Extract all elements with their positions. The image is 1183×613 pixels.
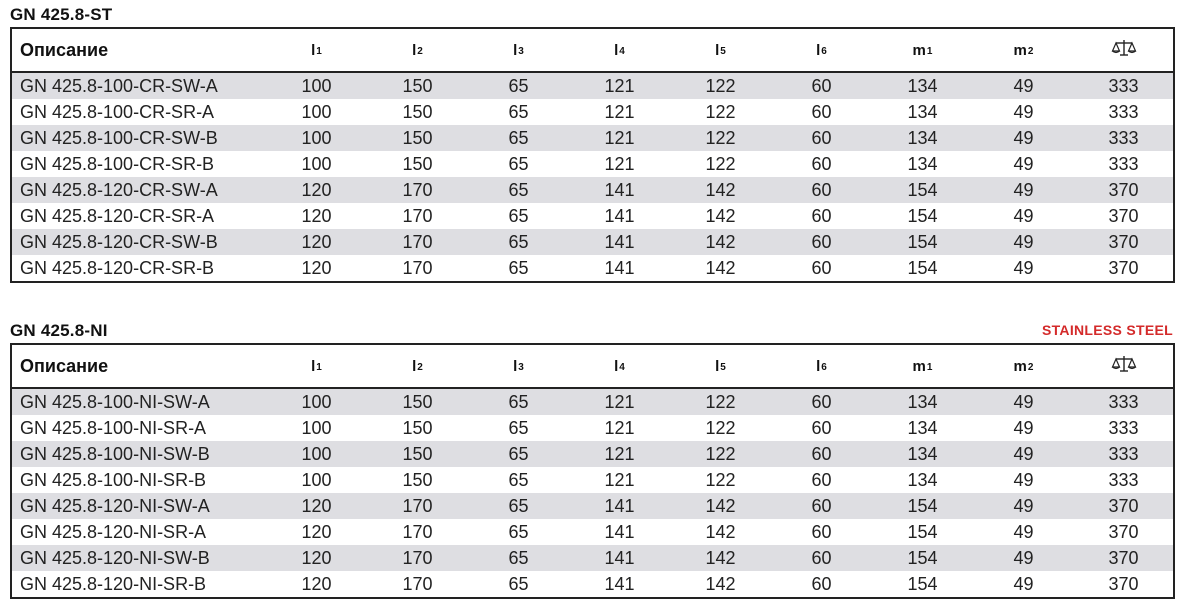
cell-m1: 154: [872, 229, 973, 255]
cell-l1: 120: [266, 255, 367, 282]
header-l1: l1: [266, 28, 367, 72]
header-l2: l2: [367, 28, 468, 72]
header-m2: m2: [973, 28, 1074, 72]
cell-l4: 121: [569, 151, 670, 177]
section-tag-stainless-steel: STAINLESS STEEL: [1041, 322, 1173, 338]
cell-l5: 142: [670, 571, 771, 598]
cell-m1: 154: [872, 545, 973, 571]
table-row: [11, 125, 1174, 151]
cell-m2: 49: [973, 467, 1074, 493]
cell-l2: 170: [367, 203, 468, 229]
cell-m1: 134: [872, 415, 973, 441]
cell-l3: 65: [468, 255, 569, 282]
cell-l3: 65: [468, 151, 569, 177]
cell-l5: 122: [670, 125, 771, 151]
cell-l4: 121: [569, 72, 670, 99]
cell-weight: 370: [1074, 571, 1174, 598]
table-header-row: [11, 344, 1174, 388]
cell-m2: 49: [973, 125, 1074, 151]
cell-description: GN 425.8-120-CR-SR-B: [11, 255, 266, 282]
cell-l5: 122: [670, 467, 771, 493]
cell-l6: 60: [771, 519, 872, 545]
cell-l4: 121: [569, 125, 670, 151]
cell-l5: 142: [670, 519, 771, 545]
section-gn-425-8-st: [10, 0, 1173, 283]
cell-l2: 170: [367, 519, 468, 545]
cell-m1: 134: [872, 441, 973, 467]
cell-l1: 100: [266, 467, 367, 493]
cell-l6: 60: [771, 493, 872, 519]
cell-l2: 170: [367, 493, 468, 519]
cell-l3: 65: [468, 415, 569, 441]
cell-l3: 65: [468, 519, 569, 545]
cell-l1: 100: [266, 72, 367, 99]
cell-l2: 150: [367, 415, 468, 441]
cell-m1: 154: [872, 571, 973, 598]
cell-m1: 154: [872, 519, 973, 545]
cell-l6: 60: [771, 72, 872, 99]
cell-l3: 65: [468, 203, 569, 229]
cell-l4: 141: [569, 519, 670, 545]
cell-m2: 49: [973, 545, 1074, 571]
cell-m1: 154: [872, 255, 973, 282]
cell-m2: 49: [973, 255, 1074, 282]
header-weight: [1074, 344, 1174, 388]
cell-l4: 121: [569, 441, 670, 467]
cell-l4: 121: [569, 99, 670, 125]
cell-weight: 370: [1074, 203, 1174, 229]
cell-l2: 170: [367, 545, 468, 571]
cell-m2: 49: [973, 388, 1074, 415]
cell-l6: 60: [771, 229, 872, 255]
cell-m2: 49: [973, 203, 1074, 229]
header-l6: l6: [771, 344, 872, 388]
cell-m2: 49: [973, 571, 1074, 598]
cell-l3: 65: [468, 72, 569, 99]
cell-description: GN 425.8-120-CR-SW-A: [11, 177, 266, 203]
header-m1: m1: [872, 28, 973, 72]
cell-l5: 122: [670, 441, 771, 467]
cell-l1: 120: [266, 545, 367, 571]
cell-l3: 65: [468, 571, 569, 598]
cell-l1: 120: [266, 493, 367, 519]
header-l6: l6: [771, 28, 872, 72]
cell-l2: 150: [367, 125, 468, 151]
header-l2: l2: [367, 344, 468, 388]
cell-l5: 122: [670, 72, 771, 99]
cell-description: GN 425.8-100-CR-SR-B: [11, 151, 266, 177]
cell-l2: 150: [367, 467, 468, 493]
scale-icon: [1111, 354, 1137, 378]
cell-m1: 134: [872, 151, 973, 177]
cell-l4: 141: [569, 545, 670, 571]
cell-l2: 170: [367, 255, 468, 282]
cell-m2: 49: [973, 177, 1074, 203]
cell-l6: 60: [771, 571, 872, 598]
cell-l3: 65: [468, 545, 569, 571]
cell-l3: 65: [468, 467, 569, 493]
table-row: [11, 571, 1174, 598]
cell-description: GN 425.8-100-NI-SR-A: [11, 415, 266, 441]
cell-l5: 142: [670, 493, 771, 519]
table-header-row: [11, 28, 1174, 72]
header-l3: l3: [468, 344, 569, 388]
cell-m2: 49: [973, 151, 1074, 177]
cell-description: GN 425.8-100-CR-SW-B: [11, 125, 266, 151]
table-row: [11, 415, 1174, 441]
cell-weight: 333: [1074, 99, 1174, 125]
cell-weight: 333: [1074, 441, 1174, 467]
cell-l2: 170: [367, 571, 468, 598]
table-row: [11, 255, 1174, 282]
cell-l2: 150: [367, 72, 468, 99]
cell-l3: 65: [468, 229, 569, 255]
cell-m1: 134: [872, 467, 973, 493]
cell-l2: 170: [367, 177, 468, 203]
cell-l6: 60: [771, 125, 872, 151]
table-row: [11, 467, 1174, 493]
cell-m2: 49: [973, 229, 1074, 255]
header-l4: l4: [569, 28, 670, 72]
cell-l6: 60: [771, 99, 872, 125]
cell-l1: 120: [266, 177, 367, 203]
table-row: [11, 99, 1174, 125]
cell-l4: 141: [569, 177, 670, 203]
cell-m1: 134: [872, 125, 973, 151]
cell-description: GN 425.8-100-NI-SR-B: [11, 467, 266, 493]
cell-l6: 60: [771, 388, 872, 415]
cell-l2: 150: [367, 441, 468, 467]
header-description: Описание: [11, 28, 266, 72]
cell-weight: 333: [1074, 415, 1174, 441]
cell-l2: 150: [367, 388, 468, 415]
cell-m2: 49: [973, 493, 1074, 519]
section-gn-425-8-ni: [10, 316, 1173, 599]
cell-l1: 120: [266, 203, 367, 229]
cell-l5: 142: [670, 177, 771, 203]
table-row: [11, 545, 1174, 571]
table-row: [11, 229, 1174, 255]
cell-description: GN 425.8-120-NI-SW-A: [11, 493, 266, 519]
cell-l1: 100: [266, 125, 367, 151]
cell-weight: 333: [1074, 467, 1174, 493]
header-weight: [1074, 28, 1174, 72]
table-row: [11, 441, 1174, 467]
cell-l6: 60: [771, 545, 872, 571]
cell-description: GN 425.8-100-NI-SW-A: [11, 388, 266, 415]
cell-weight: 333: [1074, 125, 1174, 151]
header-l5: l5: [670, 28, 771, 72]
section-title: GN 425.8-NI: [10, 321, 108, 340]
table-row: [11, 177, 1174, 203]
cell-l2: 150: [367, 151, 468, 177]
cell-l3: 65: [468, 99, 569, 125]
cell-weight: 370: [1074, 229, 1174, 255]
cell-l4: 141: [569, 571, 670, 598]
cell-description: GN 425.8-120-NI-SR-B: [11, 571, 266, 598]
section-header: [10, 0, 1173, 27]
cell-l3: 65: [468, 493, 569, 519]
cell-m2: 49: [973, 99, 1074, 125]
cell-l1: 120: [266, 229, 367, 255]
header-l4: l4: [569, 344, 670, 388]
cell-m2: 49: [973, 441, 1074, 467]
cell-weight: 333: [1074, 151, 1174, 177]
cell-l1: 100: [266, 388, 367, 415]
cell-weight: 370: [1074, 177, 1174, 203]
cell-weight: 370: [1074, 545, 1174, 571]
cell-l4: 121: [569, 388, 670, 415]
cell-weight: 370: [1074, 519, 1174, 545]
table-row: [11, 203, 1174, 229]
cell-l5: 122: [670, 151, 771, 177]
cell-description: GN 425.8-100-CR-SR-A: [11, 99, 266, 125]
cell-l6: 60: [771, 441, 872, 467]
cell-l5: 142: [670, 229, 771, 255]
cell-description: GN 425.8-100-CR-SW-A: [11, 72, 266, 99]
table-row: [11, 72, 1174, 99]
cell-l5: 122: [670, 99, 771, 125]
spec-table: [10, 27, 1175, 283]
cell-l2: 150: [367, 99, 468, 125]
table-row: [11, 493, 1174, 519]
cell-description: GN 425.8-120-NI-SW-B: [11, 545, 266, 571]
cell-weight: 333: [1074, 388, 1174, 415]
header-m2: m2: [973, 344, 1074, 388]
cell-m1: 154: [872, 177, 973, 203]
cell-l2: 170: [367, 229, 468, 255]
cell-m1: 134: [872, 388, 973, 415]
cell-l6: 60: [771, 177, 872, 203]
cell-l5: 122: [670, 388, 771, 415]
cell-l3: 65: [468, 177, 569, 203]
header-l1: l1: [266, 344, 367, 388]
section-title: GN 425.8-ST: [10, 5, 113, 24]
cell-m1: 134: [872, 99, 973, 125]
table-row: [11, 151, 1174, 177]
cell-l6: 60: [771, 255, 872, 282]
cell-l1: 100: [266, 415, 367, 441]
cell-weight: 333: [1074, 72, 1174, 99]
header-l5: l5: [670, 344, 771, 388]
cell-m1: 154: [872, 493, 973, 519]
cell-l5: 122: [670, 415, 771, 441]
cell-l5: 142: [670, 255, 771, 282]
section-header: [10, 316, 1173, 343]
cell-l4: 141: [569, 493, 670, 519]
cell-m1: 134: [872, 72, 973, 99]
cell-l1: 120: [266, 519, 367, 545]
cell-l3: 65: [468, 441, 569, 467]
cell-l6: 60: [771, 151, 872, 177]
cell-description: GN 425.8-100-NI-SW-B: [11, 441, 266, 467]
cell-l3: 65: [468, 388, 569, 415]
scale-icon: [1111, 38, 1137, 62]
cell-l5: 142: [670, 203, 771, 229]
header-description: Описание: [11, 344, 266, 388]
cell-m1: 154: [872, 203, 973, 229]
header-l3: l3: [468, 28, 569, 72]
header-m1: m1: [872, 344, 973, 388]
table-row: [11, 388, 1174, 415]
cell-description: GN 425.8-120-CR-SW-B: [11, 229, 266, 255]
cell-l3: 65: [468, 125, 569, 151]
cell-m2: 49: [973, 72, 1074, 99]
cell-description: GN 425.8-120-CR-SR-A: [11, 203, 266, 229]
cell-description: GN 425.8-120-NI-SR-A: [11, 519, 266, 545]
cell-weight: 370: [1074, 493, 1174, 519]
cell-l4: 141: [569, 203, 670, 229]
cell-l4: 141: [569, 255, 670, 282]
cell-l4: 121: [569, 467, 670, 493]
cell-l6: 60: [771, 203, 872, 229]
cell-m2: 49: [973, 519, 1074, 545]
cell-l4: 121: [569, 415, 670, 441]
cell-l4: 141: [569, 229, 670, 255]
cell-m2: 49: [973, 415, 1074, 441]
cell-l1: 100: [266, 99, 367, 125]
cell-l6: 60: [771, 415, 872, 441]
cell-l6: 60: [771, 467, 872, 493]
cell-l1: 100: [266, 441, 367, 467]
spec-table: [10, 343, 1175, 599]
table-row: [11, 519, 1174, 545]
cell-l1: 100: [266, 151, 367, 177]
cell-l5: 142: [670, 545, 771, 571]
cell-weight: 370: [1074, 255, 1174, 282]
cell-l1: 120: [266, 571, 367, 598]
